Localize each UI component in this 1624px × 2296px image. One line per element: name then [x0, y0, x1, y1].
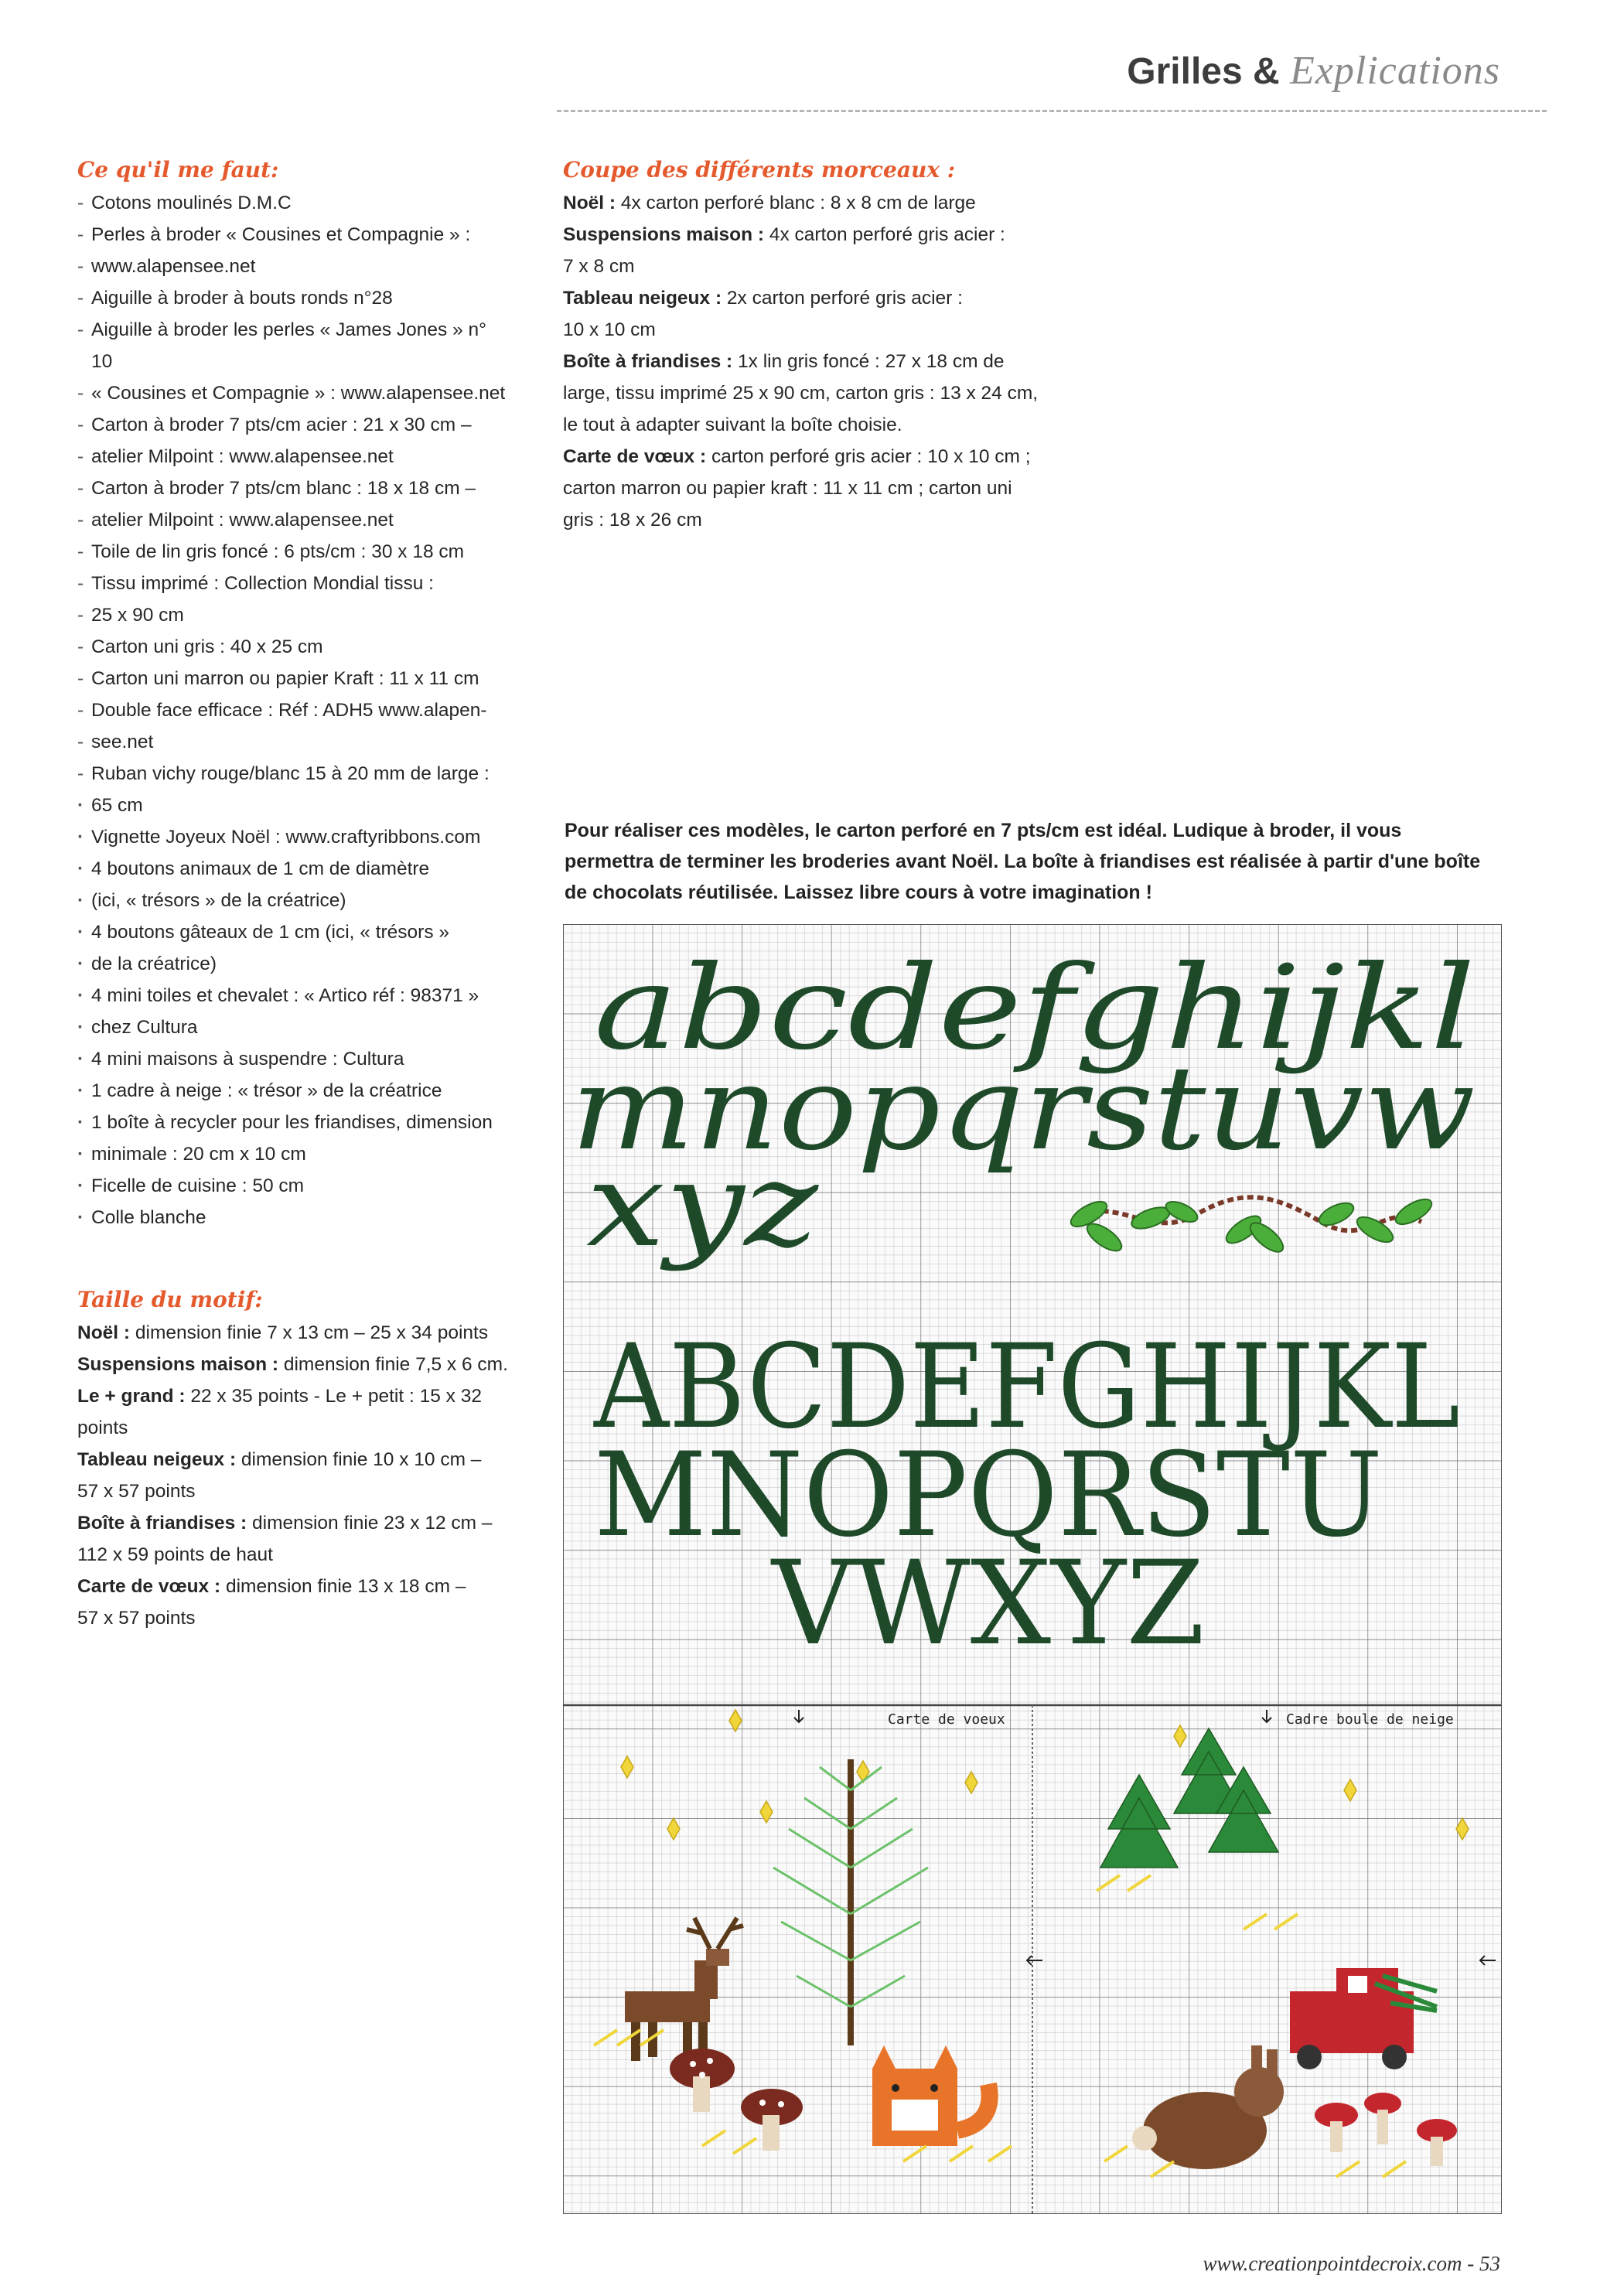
cutting-row: [563, 282, 1042, 314]
materials-list-item: - Carton uni marron ou papier Kraft : 11 x 11 cm: [77, 663, 510, 694]
intro-paragraph: [565, 815, 1485, 908]
cutting-row-text: 10 x 10 cm: [563, 319, 656, 340]
chart-svg: [563, 924, 1502, 2214]
intro-line: permettra de terminer les broderies avant Noël. La boîte à friandises est réalisée à partir d'une boîte: [565, 851, 1481, 872]
cutting-title: Coupe des différents morceaux :: [563, 157, 956, 183]
sizes-row-text: 57 x 57 points: [77, 1481, 196, 1502]
sizes-row: [77, 1349, 510, 1380]
cutting-row: [563, 251, 1042, 282]
cutting-row: [563, 504, 1042, 536]
middle-column: [563, 155, 1042, 536]
sizes-row-text: dimension finie 10 x 10 cm –: [236, 1449, 482, 1470]
sizes-row-text: 57 x 57 points: [77, 1608, 196, 1629]
cutting-row-text: 1x lin gris foncé : 27 x 18 cm de: [732, 351, 1005, 372]
materials-list-item: - see.net: [77, 726, 510, 758]
header-title-script: Explications: [1290, 49, 1500, 93]
materials-list-item: · Ficelle de cuisine : 50 cm: [77, 1170, 510, 1202]
page-number: 53: [1479, 2252, 1500, 2275]
materials-list-item: · 4 mini toiles et chevalet : « Artico réf : 98371 »: [77, 980, 510, 1012]
materials-list-item: - atelier Milpoint : www.alapensee.net: [77, 504, 510, 536]
left-column: [77, 155, 510, 1634]
sizes-row-text: 22 x 35 points - Le + petit : 15 x 32 points: [77, 1386, 482, 1438]
materials-list-item: - Ruban vichy rouge/blanc 15 à 20 mm de large :: [77, 758, 510, 790]
materials-list-item: · minimale : 20 cm x 10 cm: [77, 1138, 510, 1170]
cutting-row-text: le tout à adapter suivant la boîte choisie.: [563, 415, 902, 435]
materials-title: Ce qu'il me faut:: [77, 157, 279, 183]
cross-stitch-chart: [563, 924, 1502, 2214]
sizes-row-text: dimension finie 23 x 12 cm –: [247, 1513, 493, 1534]
materials-list-item: - Double face efficace : Réf : ADH5 www.alapen-: [77, 694, 510, 726]
intro-line: Pour réaliser ces modèles, le carton perforé en 7 pts/cm est idéal. Ludique à broder, il vous: [565, 820, 1402, 841]
materials-list-item: · (ici, « trésors » de la créatrice): [77, 885, 510, 916]
cutting-row: [563, 473, 1042, 504]
sizes-row-label: Le + grand :: [77, 1386, 186, 1407]
footer-separator: -: [1467, 2252, 1479, 2275]
materials-list-item: - Aiguille à broder les perles « James Jones » n° 10: [77, 314, 510, 377]
sizes-row-label: Carte de vœux :: [77, 1576, 221, 1597]
materials-list-item: - Carton à broder 7 pts/cm blanc : 18 x 18 cm –: [77, 473, 510, 504]
label-carte-de-voeux: Carte de voeux: [888, 1711, 1005, 1728]
cutting-row-label: Noël :: [563, 193, 616, 213]
sizes-row: [77, 1602, 510, 1634]
cutting-row-text: carton marron ou papier kraft : 11 x 11 cm ; carton uni: [563, 478, 1012, 499]
cutting-row-text: carton perforé gris acier : 10 x 10 cm ;: [706, 446, 1031, 467]
sizes-row-label: Suspensions maison :: [77, 1354, 279, 1375]
materials-list-item: - atelier Milpoint : www.alapensee.net: [77, 441, 510, 473]
sizes-row-label: Tableau neigeux :: [77, 1449, 237, 1470]
sizes-row: [77, 1476, 510, 1507]
section-title-header: [1127, 48, 1500, 94]
cutting-row-label: Boîte à friandises :: [563, 351, 733, 372]
cutting-row-label: Tableau neigeux :: [563, 288, 722, 309]
sizes-row-text: dimension finie 7 x 13 cm – 25 x 34 points: [130, 1322, 489, 1343]
materials-list-item: - Carton à broder 7 pts/cm acier : 21 x 30 cm –: [77, 409, 510, 441]
cutting-row-text: 2x carton perforé gris acier :: [722, 288, 963, 309]
sizes-row: [77, 1571, 510, 1602]
cutting-row-text: 4x carton perforé blanc : 8 x 8 cm de large: [616, 193, 976, 213]
lowercase-row-3: xyz: [586, 1138, 820, 1273]
materials-list-item: - Cotons moulinés D.M.C: [77, 187, 510, 219]
cutting-row-text: 7 x 8 cm: [563, 256, 635, 277]
cutting-row: [563, 409, 1042, 441]
page-footer: [1203, 2252, 1500, 2276]
materials-list-item: · Vignette Joyeux Noël : www.craftyribbons.com: [77, 821, 510, 853]
materials-list-item: - www.alapensee.net: [77, 251, 510, 282]
materials-list-item: · 1 cadre à neige : « trésor » de la créatrice: [77, 1075, 510, 1107]
sizes-row: [77, 1507, 510, 1539]
footer-url[interactable]: www.creationpointdecroix.com: [1203, 2252, 1462, 2275]
sizes-row-label: Noël :: [77, 1322, 131, 1343]
cutting-row: [563, 441, 1042, 473]
materials-list-item: - Perles à broder « Cousines et Compagnie » :: [77, 219, 510, 251]
cutting-row-text: large, tissu imprimé 25 x 90 cm, carton gris : 13 x 24 cm,: [563, 383, 1039, 404]
lowercase-row-2: mnopqrstuvw: [571, 1042, 1476, 1176]
sizes-rows: [77, 1317, 510, 1634]
sizes-row-text: 112 x 59 points de haut: [77, 1544, 273, 1565]
lowercase-row-1: abcdefghijkl: [594, 941, 1476, 1076]
materials-list-item: - Carton uni gris : 40 x 25 cm: [77, 631, 510, 663]
label-cadre-boule-de-neige: Cadre boule de neige: [1286, 1711, 1454, 1728]
intro-line: de chocolats réutilisée. Laissez libre cours à votre imagination !: [565, 882, 1152, 903]
materials-list-item: · 65 cm: [77, 790, 510, 821]
cutting-row: [563, 187, 1042, 219]
uppercase-row-2: MNOPQRSTU: [594, 1428, 1383, 1563]
cutting-row-label: Carte de vœux :: [563, 446, 707, 467]
materials-list-item: · Colle blanche: [77, 1202, 510, 1233]
header-title-main: Grilles &: [1127, 51, 1280, 92]
materials-list-item: · de la créatrice): [77, 948, 510, 980]
cutting-row: [563, 346, 1042, 377]
sizes-block: [77, 1284, 510, 1634]
cutting-row: [563, 314, 1042, 346]
sizes-row-text: dimension finie 13 x 18 cm –: [220, 1576, 466, 1597]
sizes-title: Taille du motif:: [77, 1287, 263, 1312]
uppercase-row-3: VWXYZ: [770, 1537, 1205, 1671]
cutting-row-label: Suspensions maison :: [563, 224, 765, 245]
materials-list-item: - 25 x 90 cm: [77, 599, 510, 631]
materials-list-item: - Toile de lin gris foncé : 6 pts/cm : 30 x 18 cm: [77, 536, 510, 568]
sizes-row: [77, 1444, 510, 1476]
cutting-row-text: 4x carton perforé gris acier :: [764, 224, 1005, 245]
sizes-row: [77, 1380, 510, 1444]
cutting-rows: [563, 187, 1042, 536]
materials-list-item: · 1 boîte à recycler pour les friandises, dimension: [77, 1107, 510, 1138]
cutting-row-text: gris : 18 x 26 cm: [563, 510, 702, 531]
header-dashed-rule: [557, 110, 1547, 112]
materials-list-item: - Aiguille à broder à bouts ronds n°28: [77, 282, 510, 314]
materials-list-item: · 4 boutons animaux de 1 cm de diamètre: [77, 853, 510, 885]
page-header: [0, 0, 1624, 124]
materials-list-item: · 4 boutons gâteaux de 1 cm (ici, « trésors »: [77, 916, 510, 948]
uppercase-row-1: ABCDEFGHIJKL: [593, 1320, 1460, 1455]
materials-list-item: - Tissu imprimé : Collection Mondial tissu :: [77, 568, 510, 599]
materials-list-item: · 4 mini maisons à suspendre : Cultura: [77, 1043, 510, 1075]
sizes-row: [77, 1317, 510, 1349]
materials-list-item: · chez Cultura: [77, 1012, 510, 1043]
sizes-row-label: Boîte à friandises :: [77, 1513, 247, 1534]
materials-list-item: - « Cousines et Compagnie » : www.alapensee.net: [77, 377, 510, 409]
materials-list: [77, 187, 510, 1233]
sizes-row: [77, 1539, 510, 1571]
cutting-row: [563, 219, 1042, 251]
sizes-row-text: dimension finie 7,5 x 6 cm.: [278, 1354, 508, 1375]
cutting-row: [563, 377, 1042, 409]
